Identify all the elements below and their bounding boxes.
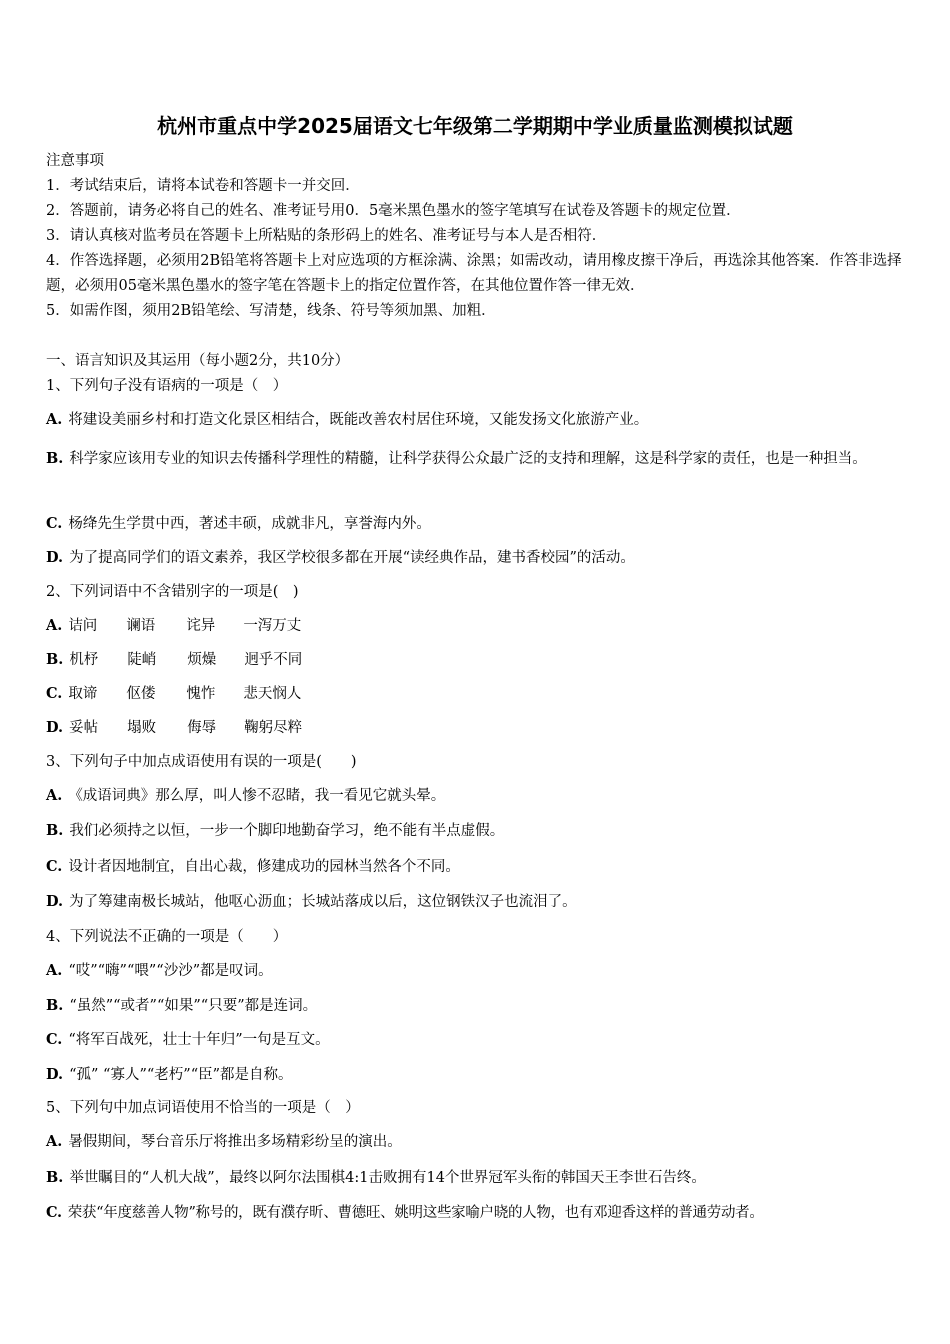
question-3-option-d [46, 891, 577, 913]
question-5-option-a [46, 1131, 402, 1153]
option-word: 谰语 [126, 618, 156, 634]
option-label: A. [46, 617, 63, 634]
option-label: B. [46, 450, 64, 467]
option-label: C. [46, 1031, 63, 1048]
question-1-option-a [46, 409, 648, 431]
option-word: 迥乎不同 [244, 652, 303, 668]
option-word: 诧异 [186, 618, 216, 634]
option-label: D. [46, 719, 64, 736]
option-text: 为了筹建南极长城站，他呕心沥血；长城站落成以后，这位钢铁汉子也流泪了。 [69, 894, 577, 910]
page-title: 杭州市重点中学2025届语文七年级第二学期期中学业质量监测模拟试题 [157, 114, 793, 138]
notice-item-4: 4．作答选择题，必须用2B铅笔将答题卡上对应选项的方框涂满、涂黑；如需改动，请用橡皮擦干净后，再选涂其他答案．作答非选择题，必须用05毫米黑色墨水的签字笔在答题卡上的指定位置作答，在其他位置作答一律无效． [46, 253, 902, 294]
option-word: 伛偻 [126, 686, 156, 702]
question-3-option-c [46, 856, 460, 878]
question-2-option-d [46, 717, 302, 739]
notice-item-2: 2．答题前，请务必将自己的姓名、准考证号用0．5毫米黑色墨水的签字笔填写在试卷及答题卡的规定位置． [46, 203, 741, 219]
question-2-option-b [46, 649, 302, 671]
option-text: “哎”“嗨”“喂”“沙沙”都是叹词。 [68, 963, 273, 979]
option-text: 科学家应该用专业的知识去传播科学理性的精髓，让科学获得公众最广泛的支持和理解，这是科学家的责任，也是一种担当。 [69, 451, 867, 467]
question-4-option-c [46, 1029, 330, 1051]
question-2-option-a [46, 615, 301, 637]
notice-heading: 注意事项 [46, 153, 104, 169]
question-1-option-c [46, 513, 431, 535]
question-1-option-b [46, 441, 902, 477]
option-label: B. [46, 1169, 64, 1186]
option-text: “将军百战死，壮士十年归”一句是互文。 [68, 1032, 330, 1048]
option-word: 机杼 [69, 652, 99, 668]
question-4-option-a [46, 960, 273, 982]
option-label: B. [46, 997, 64, 1014]
option-word: 塌败 [127, 720, 157, 736]
option-text: 暑假期间，琴台音乐厅将推出多场精彩纷呈的演出。 [68, 1134, 402, 1150]
option-word: 侮辱 [187, 720, 217, 736]
option-label: B. [46, 822, 64, 839]
option-label: D. [46, 549, 64, 566]
option-text: 杨绛先生学贯中西，著述丰硕，成就非凡，享誉海内外。 [68, 516, 431, 532]
option-word: 陡峭 [127, 652, 157, 668]
option-text: 我们必须持之以恒，一步一个脚印地勤奋学习，绝不能有半点虚假。 [69, 823, 505, 839]
question-2-option-c [46, 683, 301, 705]
option-label: A. [46, 962, 63, 979]
option-text: 《成语词典》那么厚，叫人惨不忍睹，我一看见它就头晕。 [68, 788, 446, 804]
option-word: 愧怍 [186, 686, 216, 702]
option-label: A. [46, 1133, 63, 1150]
notice-item-1: 1．考试结束后，请将本试卷和答题卡一并交回． [46, 178, 360, 194]
option-text: 为了提高同学们的语文素养，我区学校很多都在开展“读经典作品，建书香校园”的活动。 [69, 550, 635, 566]
question-4-option-d [46, 1064, 293, 1086]
option-word: 取谛 [68, 686, 98, 702]
question-5-option-b [46, 1167, 706, 1189]
option-label: C. [46, 515, 63, 532]
option-label: D. [46, 1066, 64, 1083]
question-1-stem: 1、下列句子没有语病的一项是（ ） [46, 378, 288, 394]
question-5-option-c [46, 1202, 764, 1224]
question-3-option-a [46, 785, 445, 807]
notice-item-5: 5．如需作图，须用2B铅笔绘、写清楚，线条、符号等须加黑、加粗． [46, 303, 496, 319]
option-text: 举世瞩目的“人机大战”，最终以阿尔法围棋4:1击败拥有14个世界冠军头衔的韩国天王李世石告终。 [69, 1170, 706, 1186]
notice-item-3: 3．请认真核对监考员在答题卡上所粘贴的条形码上的姓名、准考证号与本人是否相符． [46, 228, 607, 244]
question-4-option-b [46, 995, 317, 1017]
question-2-stem: 2、下列词语中不含错别字的一项是( ) [46, 584, 299, 600]
option-text: 将建设美丽乡村和打造文化景区相结合，既能改善农村居住环境，又能发扬文化旅游产业。 [68, 412, 649, 428]
option-label: D. [46, 893, 64, 910]
section-heading: 一、语言知识及其运用（每小题2分，共10分） [46, 353, 350, 369]
question-3-option-b [46, 820, 504, 842]
option-text: “孤” “寡人”“老朽”“臣”都是自称。 [69, 1067, 293, 1083]
option-word: 妥帖 [69, 720, 99, 736]
option-text: “虽然”“或者”“如果”“只要”都是连词。 [69, 998, 318, 1014]
question-5-stem: 5、下列句中加点词语使用不恰当的一项是（ ） [46, 1100, 360, 1116]
option-word: 诘问 [68, 618, 98, 634]
option-label: B. [46, 651, 64, 668]
option-text: 荣获“年度慈善人物”称号的，既有濮存昕、曹德旺、姚明这些家喻户晓的人物，也有邓迎香这样的普通劳动者。 [67, 1205, 764, 1221]
option-label: C. [46, 858, 63, 875]
question-4-stem: 4、下列说法不正确的一项是（ ） [46, 929, 288, 945]
question-3-stem: 3、下列句子中加点成语使用有误的一项是( ) [46, 754, 357, 770]
option-text: 设计者因地制宜，自出心裁，修建成功的园林当然各个不同。 [68, 859, 460, 875]
option-label: C. [46, 685, 63, 702]
option-word: 鞠躬尽粹 [244, 720, 303, 736]
option-label: A. [46, 411, 63, 428]
option-word: 烦燥 [187, 652, 217, 668]
question-1-option-d [46, 547, 635, 569]
option-word: 悲天悯人 [243, 686, 302, 702]
option-label: A. [46, 787, 63, 804]
option-label: C. [46, 1204, 62, 1221]
option-word: 一泻万丈 [243, 618, 302, 634]
